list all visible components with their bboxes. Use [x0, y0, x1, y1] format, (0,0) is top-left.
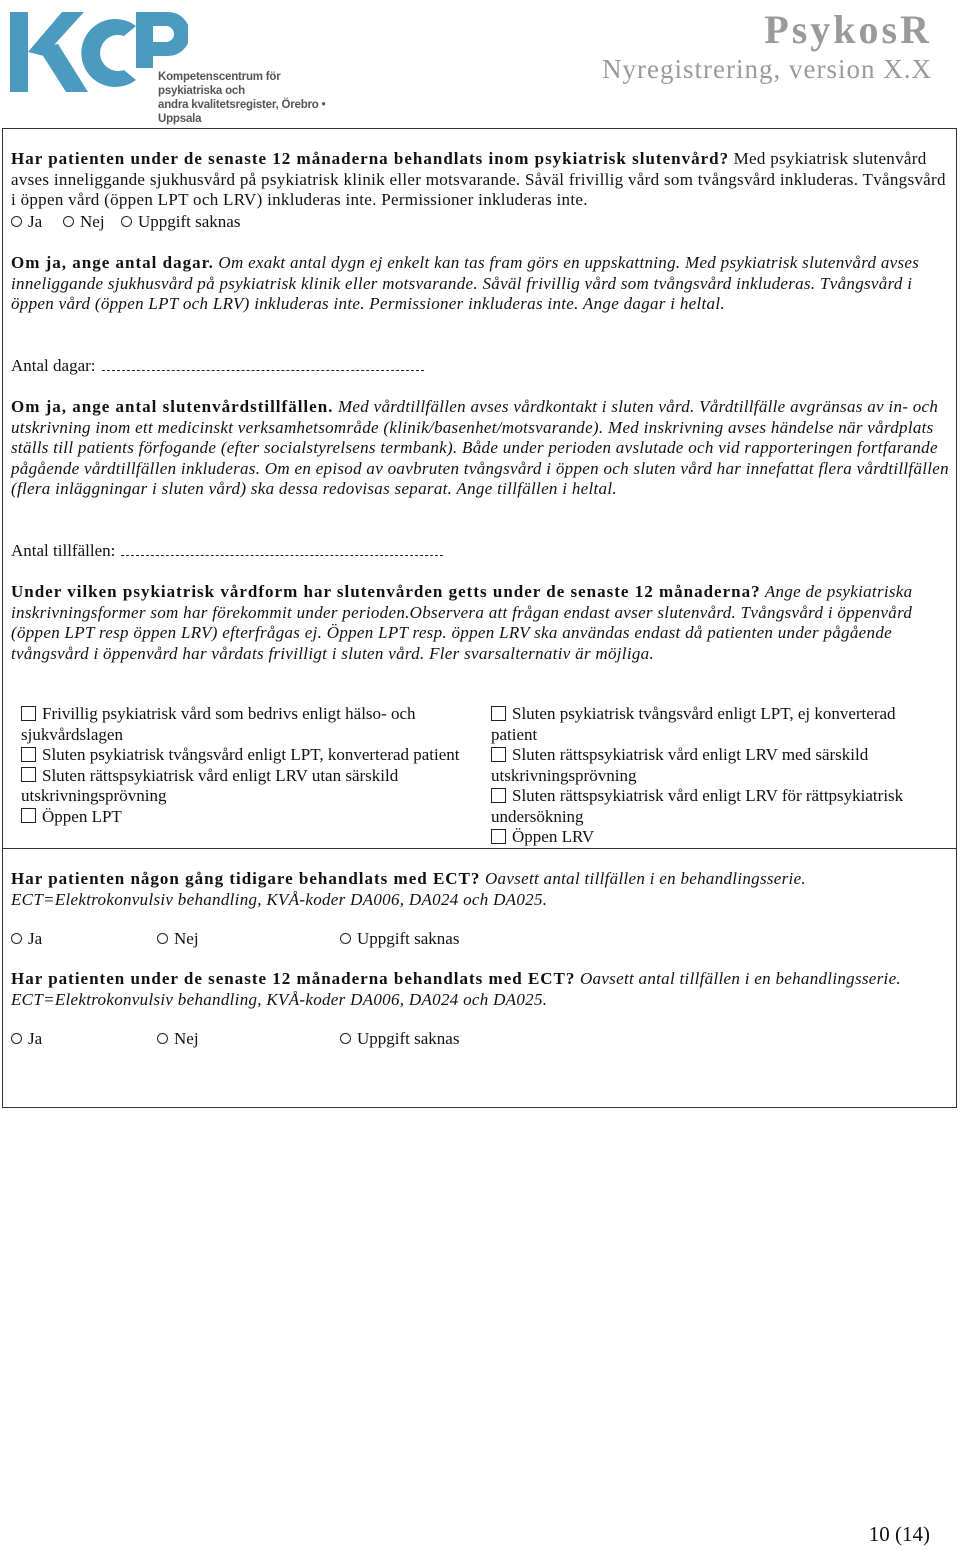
checkbox-icon[interactable] [491, 788, 506, 803]
page-number: 10 (14) [868, 1522, 930, 1546]
radio-icon[interactable] [340, 933, 351, 944]
question-inpatient-care [11, 149, 949, 211]
question-number-of-days [11, 253, 949, 315]
document-subtitle: Nyregistrering, version X.X [602, 54, 932, 84]
checkbox-label: Öppen LRV [512, 827, 595, 846]
logo-subtitle-line2: andra kvalitetsregister, Örebro • Uppsala [158, 99, 326, 125]
radio-icon[interactable] [11, 1033, 22, 1044]
checkbox-group-left [21, 704, 466, 827]
radio-icon[interactable] [157, 933, 168, 944]
document-title: PsykosR [764, 7, 932, 52]
radio-icon[interactable] [63, 216, 74, 227]
radio-option-ja[interactable] [11, 212, 42, 232]
question-help-text: Om exakt antal dygn ej enkelt kan tas fram görs en uppskattning. Med psykiatrisk slutenvård avses inneliggande sjukhusvård på psykiatrisk klinik eller motsvarande. Såväl frivillig vård som tvångsvård inkluderas. Tvångsvård i öppen vård (öppen LPT och LRV) inkluderas inte. Permissioner inkluderas inte. Ange dagar i heltal. [11, 253, 920, 313]
radio-label: Ja [28, 929, 43, 948]
radio-option-ja[interactable] [11, 1029, 42, 1049]
checkbox-label: Öppen LPT [42, 806, 122, 826]
radio-group-q5 [11, 929, 611, 951]
checkbox-lrv-med-sarskild[interactable] [491, 745, 941, 786]
question-title: Under vilken psykiatrisk vårdform har slutenvården getts under de senaste 12 månaderna? [11, 582, 761, 601]
question-help-text: Ange de psykiatriska inskrivningsformer som har förekommit under perioden.Observera att frågan endast avser slutenvård. Tvångsvård i öppenvård (öppen LPT resp öppen LRV) efterfrågas ej. Öppen LPT resp. öppen LRV ska användas endast då patienten under pågående tvångsvård i öppenvård har vårdats frivilligt i sluten vård. Fler svarsalternativ är möjliga. [11, 582, 913, 663]
checkbox-label: Sluten rättspsykiatrisk vård enligt LRV utan särskild utskrivningsprövning [21, 765, 399, 805]
checkbox-oppen-lrv[interactable] [491, 827, 941, 848]
days-input[interactable] [102, 356, 424, 371]
radio-group-q1 [11, 212, 411, 234]
radio-label: Ja [28, 1029, 43, 1048]
checkbox-lrv-undersokning[interactable] [491, 786, 941, 827]
checkbox-oppen-lpt[interactable] [21, 807, 466, 828]
checkbox-icon[interactable] [491, 747, 506, 762]
checkbox-icon[interactable] [21, 747, 36, 762]
radio-group-q6 [11, 1029, 611, 1051]
radio-icon[interactable] [121, 216, 132, 227]
checkbox-lpt-ej-konverterad[interactable] [491, 704, 941, 745]
checkbox-lrv-utan-sarskild[interactable] [21, 766, 466, 807]
document-title-block [602, 8, 932, 86]
checkbox-icon[interactable] [491, 706, 506, 721]
question-ect-ever [11, 869, 949, 910]
radio-option-uppgift-saknas[interactable] [121, 212, 240, 232]
admissions-field [11, 541, 443, 561]
section-divider [3, 848, 956, 849]
radio-option-uppgift-saknas[interactable] [340, 1029, 459, 1049]
radio-label: Nej [174, 1029, 199, 1048]
radio-icon[interactable] [157, 1033, 168, 1044]
question-ect-12-months [11, 969, 949, 1010]
radio-icon[interactable] [11, 216, 22, 227]
checkbox-icon[interactable] [21, 706, 36, 721]
logo-subtitle [158, 70, 338, 126]
question-help-text: Med vårdtillfällen avses vårdkontakt i sluten vård. Vårdtillfälle avgränsas av in- och utskrivning inom ett medicinskt verksamhetsområde (klinik/basenhet/motsvarande). Med inskrivning avses händelse när vårdplats ställs till patients förfogande (efter socialstyrelsens termbank). Både under perioden avslutade och vid rapporteringen fortfarande pågående vårdtillfällen inkluderas. Om en episod av oavbruten tvångsvård i öppen och sluten vård har innefattat flera vårdtillfällen (flera inläggningar i sluten vård) ska dessa redovisas separat. Ange tillfällen i heltal. [11, 397, 949, 498]
checkbox-lpt-konverterad[interactable] [21, 745, 466, 766]
question-help-text: Oavsett antal tillfällen i en behandlingsserie. ECT=Elektrokonvulsiv behandling, KVÅ-koder DA006, DA024 och DA025. [11, 869, 806, 909]
radio-option-ja[interactable] [11, 929, 42, 949]
question-help-text: Oavsett antal tillfällen i en behandlingsserie. ECT=Elektrokonvulsiv behandling, KVÅ-koder DA006, DA024 och DA025. [11, 969, 901, 1009]
radio-label: Ja [28, 212, 43, 231]
admissions-field-label: Antal tillfällen: [11, 541, 116, 560]
admissions-input[interactable] [121, 541, 443, 556]
kcp-logo [8, 8, 338, 125]
radio-icon[interactable] [340, 1033, 351, 1044]
checkbox-label: Sluten psykiatrisk tvångsvård enligt LPT, ej konverterad patient [491, 704, 896, 744]
radio-label: Nej [80, 212, 105, 231]
checkbox-label: Sluten psykiatrisk tvångsvård enligt LPT, konverterad patient [42, 745, 460, 764]
radio-option-uppgift-saknas[interactable] [340, 929, 459, 949]
form-section [2, 128, 957, 1108]
checkbox-label: Sluten rättspsykiatrisk vård enligt LRV för rättpsykiatrisk undersökning [491, 786, 904, 826]
radio-label: Uppgift saknas [357, 1029, 460, 1048]
checkbox-icon[interactable] [491, 829, 506, 844]
checkbox-icon[interactable] [21, 767, 36, 782]
question-help-text: Med psykiatrisk slutenvård avses inneliggande sjukhusvård på psykiatrisk klinik eller motsvarande. Såväl frivillig vård som tvångsvård inkluderas. Tvångsvård i öppen vård (öppen LPT och LRV) inkluderas inte. Permissioner inkluderas inte. [11, 149, 946, 209]
radio-label: Nej [174, 929, 199, 948]
question-care-form [11, 582, 949, 664]
checkbox-frivillig-vard[interactable] [21, 704, 466, 745]
question-number-of-admissions [11, 397, 949, 500]
radio-label: Uppgift saknas [357, 929, 460, 948]
days-field-label: Antal dagar: [11, 356, 96, 375]
radio-option-nej[interactable] [157, 1029, 199, 1049]
checkbox-label: Frivillig psykiatrisk vård som bedrivs enligt hälso- och sjukvårdslagen [21, 704, 416, 744]
question-title: Om ja, ange antal dagar. [11, 253, 214, 272]
checkbox-icon[interactable] [21, 808, 36, 823]
radio-option-nej[interactable] [63, 212, 105, 232]
days-field [11, 356, 424, 376]
radio-label: Uppgift saknas [138, 212, 241, 231]
question-title: Har patienten under de senaste 12 månaderna behandlats inom psykiatrisk slutenvård? [11, 149, 730, 168]
question-title: Om ja, ange antal slutenvårdstillfällen. [11, 397, 334, 416]
question-title: Har patienten någon gång tidigare behandlats med ECT? [11, 869, 481, 888]
checkbox-group-right [491, 704, 941, 848]
question-title: Har patienten under de senaste 12 månaderna behandlats med ECT? [11, 969, 576, 988]
checkbox-label: Sluten rättspsykiatrisk vård enligt LRV med särskild utskrivningsprövning [491, 745, 869, 785]
radio-icon[interactable] [11, 933, 22, 944]
radio-option-nej[interactable] [157, 929, 199, 949]
logo-subtitle-line1: Kompetenscentrum för psykiatriska och [158, 71, 281, 97]
